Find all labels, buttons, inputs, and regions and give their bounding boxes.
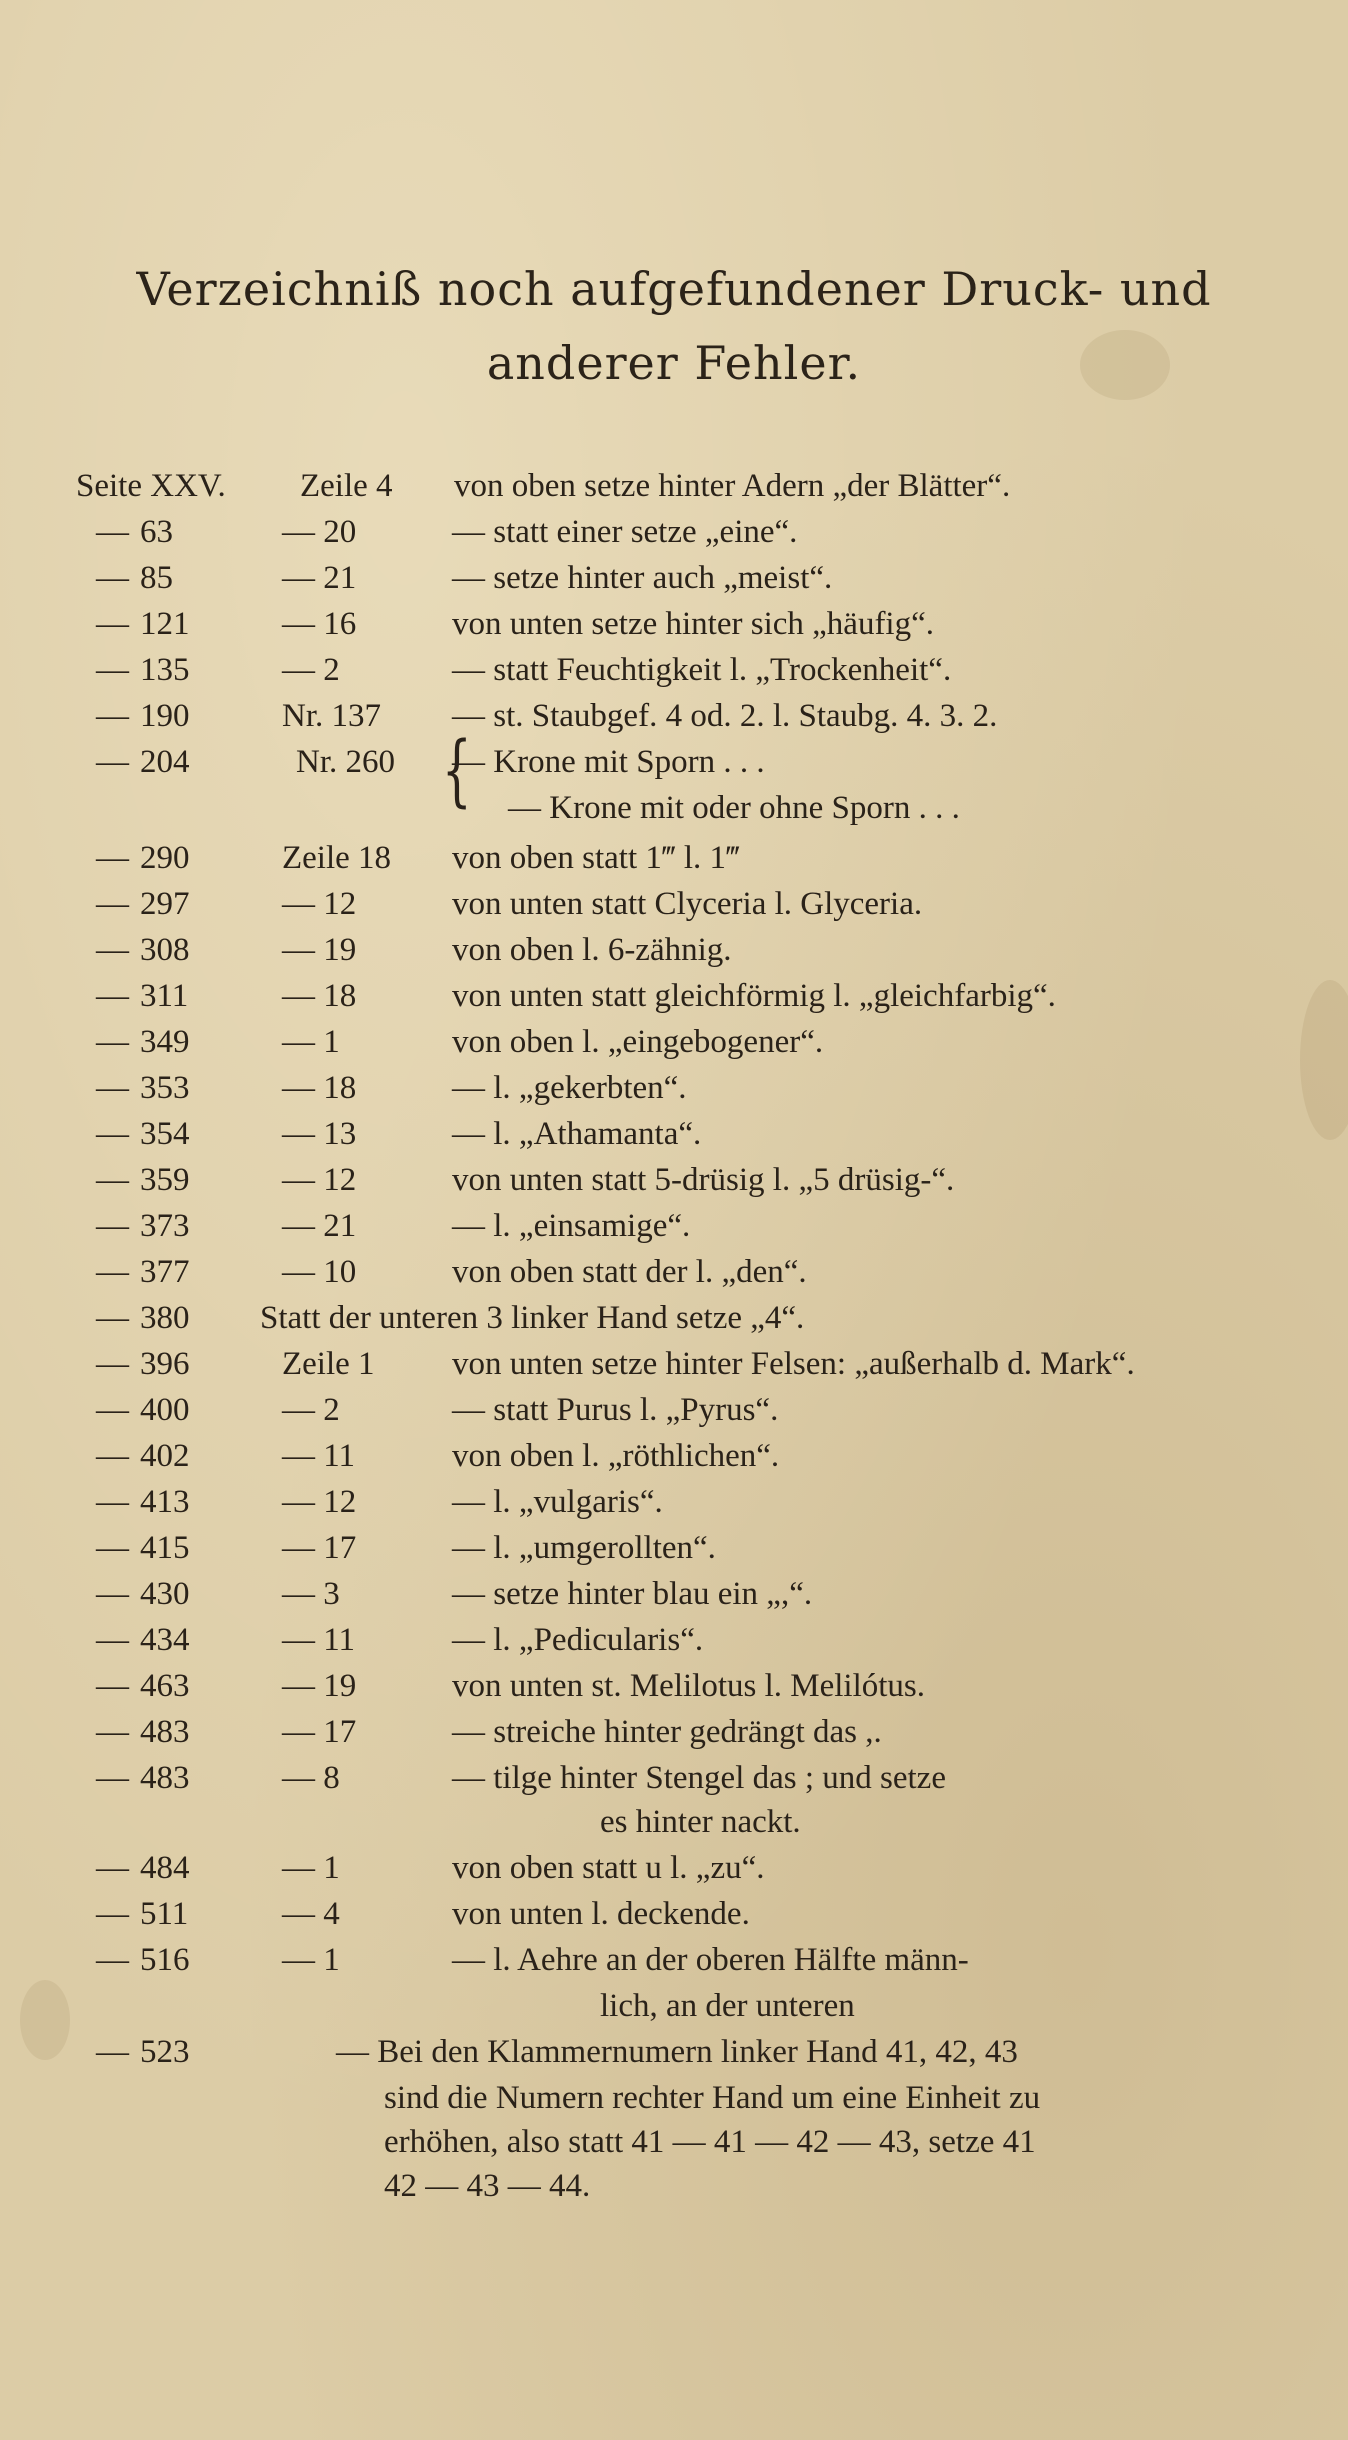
correction-text: — setze hinter auch „meist“. [452, 560, 833, 596]
correction-text: von unten setze hinter Felsen: „außerhalb d. Mark“. [452, 1346, 1135, 1382]
ditto-dash: — [96, 1346, 129, 1382]
errata-entry [0, 1022, 1348, 1062]
errata-entry [0, 1940, 1348, 1980]
correction-text: — l. „umgerollten“. [452, 1530, 716, 1566]
page-title-line-2: anderer Fehler. [486, 336, 862, 390]
correction-text: von unten setze hinter sich „häufig“. [452, 606, 934, 642]
line-reference: Nr. 260 [296, 744, 395, 780]
ditto-dash: — [96, 1760, 129, 1796]
correction-text: — statt Purus l. „Pyrus“. [452, 1392, 779, 1428]
page-number: 483 [140, 1760, 190, 1796]
correction-text: von oben l. „röthlichen“. [452, 1438, 780, 1474]
page-title-line-1: Verzeichniß noch aufgefundener Druck- und [136, 262, 1212, 316]
ditto-dash: — [96, 978, 129, 1014]
correction-text: von unten l. deckende. [452, 1896, 750, 1932]
errata-entry [0, 604, 1348, 644]
line-reference: Zeile 18 [282, 840, 392, 876]
ditto-dash: — [96, 1208, 129, 1244]
line-reference: — Bei den Klammernumern linker Hand 41, 42, 43 [336, 2034, 1018, 2070]
page-number: 415 [140, 1530, 190, 1566]
line-reference: — 19 [282, 1668, 357, 1704]
page-number: 85 [140, 560, 173, 596]
ditto-dash: — [96, 1116, 129, 1152]
line-reference: — 10 [282, 1254, 357, 1290]
page-number: 121 [140, 606, 190, 642]
line-reference: — 11 [282, 1438, 356, 1474]
correction-text: von unten statt Clyceria l. Glyceria. [452, 886, 923, 922]
page-number: 204 [140, 744, 190, 780]
correction-text: von oben statt der l. „den“. [452, 1254, 807, 1290]
correction-text: — setze hinter blau ein „,“. [452, 1576, 813, 1612]
errata-entry [0, 1482, 1348, 1522]
line-reference: — 17 [282, 1714, 357, 1750]
page-number: 190 [140, 698, 190, 734]
correction-text: — tilge hinter Stengel das ; und setze [452, 1760, 946, 1796]
line-reference: — 18 [282, 978, 357, 1014]
correction-text: — l. „vulgaris“. [452, 1484, 663, 1520]
line-reference: — 1 [282, 1850, 340, 1886]
errata-entry [0, 1894, 1348, 1934]
correction-text: — l. „Pedicularis“. [452, 1622, 704, 1658]
line-reference: — 21 [282, 560, 357, 596]
page-number: 483 [140, 1714, 190, 1750]
line-reference: — 19 [282, 932, 357, 968]
line-reference: Zeile 1 [282, 1346, 375, 1382]
errata-entry [0, 1390, 1348, 1430]
line-reference: — 12 [282, 1162, 357, 1198]
errata-entry [0, 696, 1348, 736]
line-reference: — 17 [282, 1530, 357, 1566]
ditto-dash: — [96, 1668, 129, 1704]
correction-text: von unten st. Melilotus l. Melilótus. [452, 1668, 926, 1704]
correction-continuation: lich, an der unteren [600, 1988, 855, 2024]
errata-entry [0, 788, 1348, 828]
errata-entry [0, 650, 1348, 690]
errata-entry [0, 930, 1348, 970]
ditto-dash: — [96, 1576, 129, 1612]
ditto-dash: — [96, 1162, 129, 1198]
correction-text: — streiche hinter gedrängt das ,. [452, 1714, 882, 1750]
errata-entry [0, 976, 1348, 1016]
errata-entry [0, 2122, 1348, 2162]
page-number: 373 [140, 1208, 190, 1244]
errata-entry [0, 1802, 1348, 1842]
page-number: 430 [140, 1576, 190, 1612]
ditto-dash: — [96, 1622, 129, 1658]
line-reference: — 18 [282, 1070, 357, 1106]
errata-entry [0, 884, 1348, 924]
errata-entry [0, 838, 1348, 878]
ditto-dash: — [96, 1896, 129, 1932]
line-reference: Nr. 137 [282, 698, 381, 734]
errata-entry [0, 558, 1348, 598]
line-reference: — 13 [282, 1116, 357, 1152]
ditto-dash: — [96, 1254, 129, 1290]
line-reference: Statt der unteren 3 linker Hand setze „4“. [260, 1300, 805, 1336]
ditto-dash: — [96, 840, 129, 876]
ditto-dash: — [96, 2034, 129, 2070]
correction-text: — l. „einsamige“. [452, 1208, 691, 1244]
ditto-dash: — [96, 560, 129, 596]
correction-continuation: 42 — 43 — 44. [384, 2168, 591, 2204]
ditto-dash: — [96, 1438, 129, 1474]
page-number: 135 [140, 652, 190, 688]
ditto-dash: — [96, 698, 129, 734]
line-reference: — 1 [282, 1942, 340, 1978]
page-number: 463 [140, 1668, 190, 1704]
page-number: 402 [140, 1438, 190, 1474]
correction-text: von oben setze hinter Adern „der Blätter“. [454, 468, 1011, 504]
line-reference: — 2 [282, 652, 340, 688]
errata-entry [0, 1574, 1348, 1614]
brace-mark: { [441, 726, 472, 816]
line-reference: — 21 [282, 1208, 357, 1244]
ditto-dash: — [96, 1942, 129, 1978]
page-number: 353 [140, 1070, 190, 1106]
errata-entry [0, 1344, 1348, 1384]
correction-text: von oben l. 6-zähnig. [452, 932, 732, 968]
ditto-dash: — [96, 1392, 129, 1428]
errata-entry [0, 512, 1348, 552]
ditto-dash: — [96, 1530, 129, 1566]
correction-text: — l. „Athamanta“. [452, 1116, 702, 1152]
line-reference: — 2 [282, 1392, 340, 1428]
ditto-dash: — [96, 1024, 129, 1060]
correction-text: von unten statt 5-drüsig l. „5 drüsig-“. [452, 1162, 955, 1198]
page-number: 63 [140, 514, 173, 550]
errata-entry [0, 1528, 1348, 1568]
page-number: 308 [140, 932, 190, 968]
page-number: 434 [140, 1622, 190, 1658]
errata-entry [0, 1620, 1348, 1660]
ditto-dash: — [96, 1300, 129, 1336]
page-number: 413 [140, 1484, 190, 1520]
ditto-dash: — [96, 744, 129, 780]
page-number: 354 [140, 1116, 190, 1152]
page-number: 359 [140, 1162, 190, 1198]
correction-text: — st. Staubgef. 4 od. 2. l. Staubg. 4. 3. 2. [452, 698, 998, 734]
page-number: 311 [140, 978, 189, 1014]
correction-text: von unten statt gleichförmig l. „gleichfarbig“. [452, 978, 1056, 1014]
errata-entry [0, 2166, 1348, 2206]
errata-entry [0, 1712, 1348, 1752]
correction-text: von oben statt 1‴ l. 1‴ [452, 840, 740, 876]
correction-text: — Krone mit Sporn . . . [452, 744, 765, 780]
correction-text: — statt einer setze „eine“. [452, 514, 798, 550]
ditto-dash: — [96, 1850, 129, 1886]
errata-entry [0, 466, 1348, 506]
correction-text: von oben statt u l. „zu“. [452, 1850, 765, 1886]
errata-entry [0, 1986, 1348, 2026]
errata-entry [0, 1436, 1348, 1476]
page-number: 297 [140, 886, 190, 922]
page-number: 484 [140, 1850, 190, 1886]
ditto-dash: — [96, 1714, 129, 1750]
errata-entry [0, 2032, 1348, 2072]
ditto-dash: — [96, 886, 129, 922]
correction-continuation: erhöhen, also statt 41 — 41 — 42 — 43, setze 41 [384, 2124, 1036, 2160]
line-reference: — 12 [282, 1484, 357, 1520]
errata-entry [0, 1848, 1348, 1888]
errata-entry [0, 1298, 1348, 1338]
line-reference: — 20 [282, 514, 357, 550]
errata-entry [0, 1758, 1348, 1798]
line-reference: — 4 [282, 1896, 340, 1932]
correction-continuation: sind die Numern rechter Hand um eine Einheit zu [384, 2080, 1041, 2116]
line-reference: — 1 [282, 1024, 340, 1060]
line-reference: Zeile 4 [300, 468, 393, 504]
correction-text: — l. „gekerbten“. [452, 1070, 687, 1106]
page-number: 396 [140, 1346, 190, 1382]
page-number: 349 [140, 1024, 190, 1060]
page-number: 516 [140, 1942, 190, 1978]
line-reference: — 11 [282, 1622, 356, 1658]
errata-entry [0, 1114, 1348, 1154]
correction-text: — Krone mit oder ohne Sporn . . . [508, 790, 960, 826]
page-number: 400 [140, 1392, 190, 1428]
errata-entry [0, 1068, 1348, 1108]
page-number: 377 [140, 1254, 190, 1290]
correction-text: — l. Aehre an der oberen Hälfte männ- [452, 1942, 969, 1978]
line-reference: — 8 [282, 1760, 340, 1796]
correction-text: von oben l. „eingebogener“. [452, 1024, 824, 1060]
errata-entry [0, 742, 1348, 782]
page-reference: Seite XXV. [76, 468, 226, 504]
errata-entry [0, 1666, 1348, 1706]
line-reference: — 16 [282, 606, 357, 642]
ditto-dash: — [96, 514, 129, 550]
ditto-dash: — [96, 1070, 129, 1106]
errata-entry [0, 2078, 1348, 2118]
page-number: 511 [140, 1896, 189, 1932]
ditto-dash: — [96, 652, 129, 688]
page-number: 380 [140, 1300, 190, 1336]
ditto-dash: — [96, 606, 129, 642]
correction-text: — statt Feuchtigkeit l. „Trockenheit“. [452, 652, 952, 688]
page-number: 290 [140, 840, 190, 876]
page-number: 523 [140, 2034, 190, 2070]
errata-entry [0, 1206, 1348, 1246]
line-reference: — 12 [282, 886, 357, 922]
ditto-dash: — [96, 932, 129, 968]
errata-entry [0, 1252, 1348, 1292]
line-reference: — 3 [282, 1576, 340, 1612]
ditto-dash: — [96, 1484, 129, 1520]
correction-continuation: es hinter nackt. [600, 1804, 801, 1840]
errata-entry [0, 1160, 1348, 1200]
